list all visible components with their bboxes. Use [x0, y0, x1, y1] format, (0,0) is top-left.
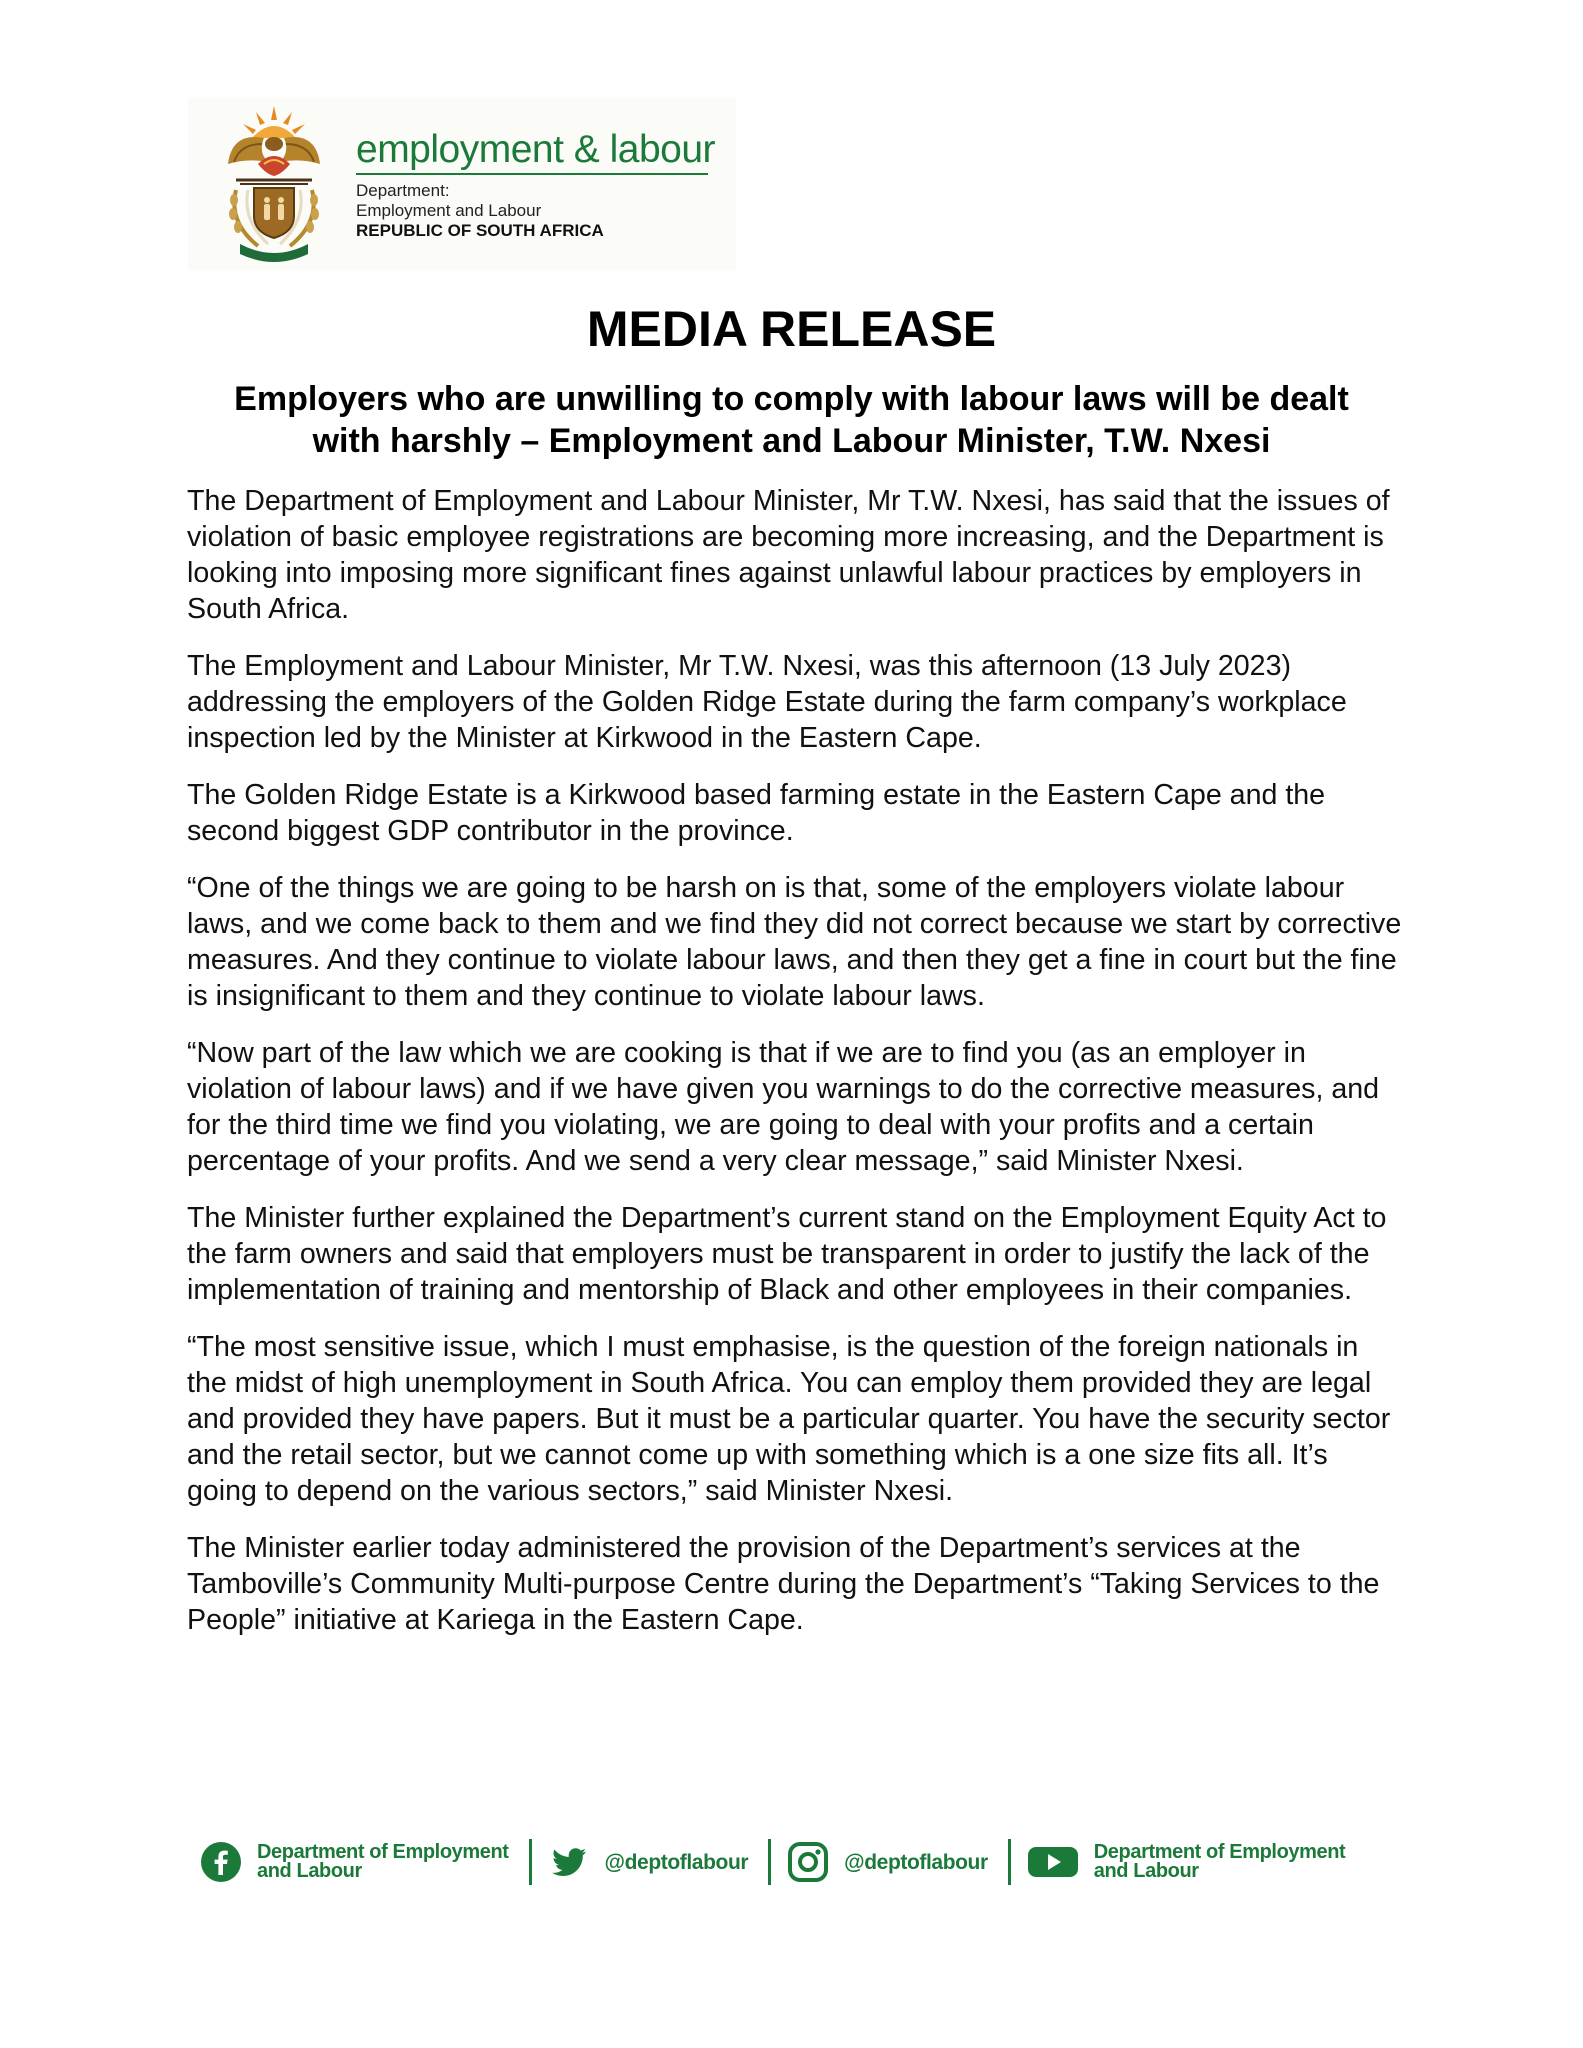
brand-rule [356, 173, 708, 175]
body-paragraph: “The most sensitive issue, which I must emphasise, is the question of the foreign nationals in the midst of high unemployment in South Africa. You can employ them provided they are legal and provided they have papers. But it must be a particular quarter. You have the security sector and the retail sector, but we cannot come up with something which is a one size fits all. It’s going to depend on the various sectors,” said Minister Nxesi. [187, 1331, 1391, 1507]
body-paragraph: “One of the things we are going to be harsh on is that, some of the employers violate labour laws, and we come back to them and we find they did not correct because we start by corrective measures. And they continue to violate labour laws, and then they get a fine in court but the fine is insignificant to them and they continue to violate labour laws. [187, 872, 1402, 1012]
youtube-icon [1027, 1841, 1079, 1883]
instagram-icon [787, 1841, 829, 1883]
youtube-label-line-2: and Labour [1093, 1860, 1199, 1882]
youtube-label [1094, 1843, 1346, 1881]
youtube-link[interactable] [1027, 1832, 1346, 1892]
twitter-icon [548, 1841, 590, 1883]
body-paragraph: The Minister earlier today administered the provision of the Department’s services at the Tamboville’s Community Multi-purpose Centre during the Department’s “Taking Services to the People” initiative at Kariega in the Eastern Cape. [187, 1532, 1380, 1636]
social-divider [529, 1839, 532, 1885]
facebook-label-line-2: and Labour [257, 1860, 362, 1882]
instagram-link[interactable] [787, 1832, 988, 1892]
facebook-label [257, 1843, 509, 1881]
headline-line-2: with harshly – Employment and Labour Minister, T.W. Nxesi [312, 422, 1271, 460]
instagram-label: @deptoflabour [844, 1850, 988, 1874]
country-name: REPUBLIC OF SOUTH AFRICA [356, 221, 604, 240]
department-label: Department: [356, 181, 450, 200]
body-paragraph: The Golden Ridge Estate is a Kirkwood based farming estate in the Eastern Cape and the second biggest GDP contributor in the province. [187, 779, 1326, 847]
twitter-link[interactable] [548, 1832, 749, 1892]
social-divider [768, 1839, 771, 1885]
social-media-bar [200, 1832, 1380, 1892]
department-name: Employment and Labour [356, 201, 542, 220]
facebook-link[interactable] [200, 1832, 509, 1892]
coat-of-arms-icon [218, 104, 330, 262]
facebook-label-line-1: Department of Employment [257, 1841, 509, 1863]
brand-name: employment & labour [356, 128, 716, 171]
headline-line-1: Employers who are unwilling to comply with labour laws will be dealt [234, 380, 1349, 418]
social-divider [1008, 1839, 1011, 1885]
body-paragraph: “Now part of the law which we are cooking is that if we are to find you (as an employer in violation of labour laws) and if we have given you warnings to do the corrective measures, and for the third time we find you violating, we are going to deal with your profits and a certain percentage of your profits. And we send a very clear message,” said Minister Nxesi. [187, 1037, 1380, 1177]
body-paragraph: The Department of Employment and Labour Minister, Mr T.W. Nxesi, has said that the issues of violation of basic employee registrations are becoming more increasing, and the Department is looking into imposing more significant fines against unlawful labour practices by employers in South Africa. [187, 485, 1390, 625]
release-headline [180, 378, 1403, 462]
body-paragraph: The Minister further explained the Department’s current stand on the Employment Equity Act to the farm owners and said that employers must be transparent in order to justify the lack of the implementation of training and mentorship of Black and other employees in their companies. [187, 1202, 1387, 1306]
release-body [187, 483, 1405, 1659]
page-title: MEDIA RELEASE [586, 301, 997, 357]
brand-block [356, 128, 715, 241]
youtube-label-line-1: Department of Employment [1093, 1841, 1346, 1863]
department-logo [188, 98, 736, 270]
facebook-icon [200, 1841, 242, 1883]
twitter-label: @deptoflabour [604, 1850, 749, 1874]
body-paragraph: The Employment and Labour Minister, Mr T.W. Nxesi, was this afternoon (13 July 2023) addressing the employers of the Golden Ridge Estate during the farm company’s workplace inspection led by the Minister at Kirkwood in the Eastern Cape. [187, 650, 1347, 754]
